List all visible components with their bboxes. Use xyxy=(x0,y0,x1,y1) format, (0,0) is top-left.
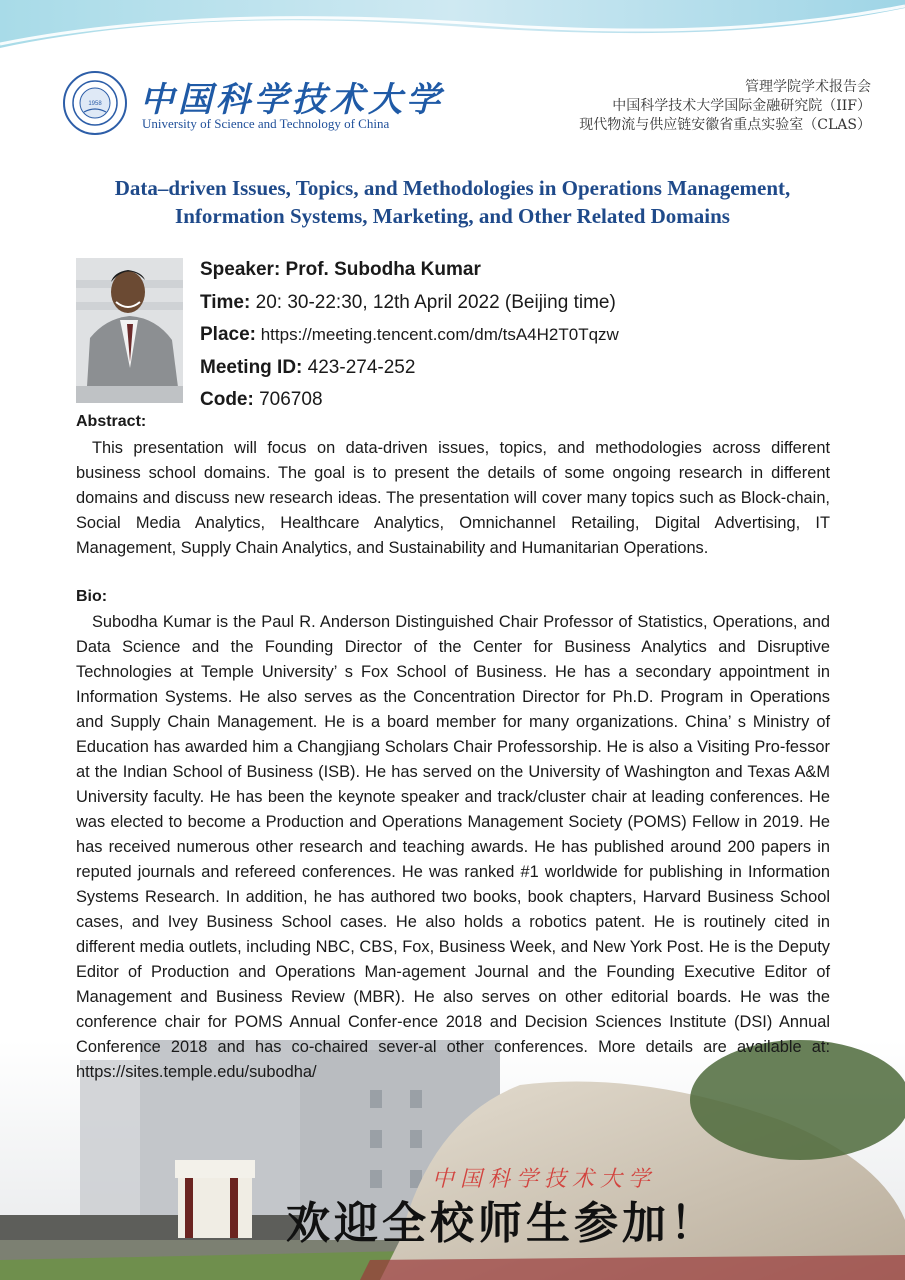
university-seal-icon xyxy=(62,70,128,136)
organizer-line: 中国科学技术大学国际金融研究院（IIF） xyxy=(612,98,871,114)
speaker-photo xyxy=(76,258,183,403)
code-row xyxy=(200,384,619,417)
bio-text: Subodha Kumar is the Paul R. Anderson Distinguished Chair Professor of Statistics, Operations, and Data Science and the Founding Director of the Center for Business Analytics and Disruptive Technologies at Temple University’ s Fox School of Business. He has a secondary appointment in Information Systems. He also serves as the Concentration Director for Ph.D. Program in Operations and Supply Chain Management. He is a board member for many organizations. China’ s Ministry of Education has awarded him a Changjiang Scholars Chair Professorship. He is also a Visiting Pro-fessor at the Indian School of Business (ISB). He has served on the University of Washington and Texas A&M University faculty. He has been the keynote speaker and track/cluster chair at leading conferences. He was elected to become a Production and Operations Management Society (POMS) Fellow in 2019. He has received numerous other research and teaching awards. He has published around 200 papers in reputed journals and refereed conferences. He was ranked #1 worldwide for publishing in Information Systems Research. In addition, he has authored two books, book chapters, Harvard Business School cases, and Ivey Business School cases. He also holds a robotics patent. He is routinely cited in different media outlets, including NBC, CBS, Fox, Business Week, and New York Post. He is the Deputy Editor of Production and Operations Man-agement Journal and the Founding Executive Editor of Management and Business Review (MBR). He also serves on other editorial boards. He was the conference chair for POMS Annual Confer-ence 2018 and Decision Sciences Institute (DSI) Annual Conference 2018 and has co-chaired sever-al other conferences. More details are available at: https://sites.temple.edu/subodha/ xyxy=(76,613,830,1081)
event-info xyxy=(200,254,619,417)
speaker: Speaker: Prof. Subodha Kumar xyxy=(200,259,481,280)
organizers xyxy=(579,78,871,135)
welcome-banner: 欢迎全校师生参加！ xyxy=(286,1198,718,1249)
meeting-id-row xyxy=(200,352,619,385)
speaker-row xyxy=(200,254,619,287)
title-line-2: Information Systems, Marketing, and Other Related Domains xyxy=(175,204,730,228)
code-label: Code: xyxy=(200,389,254,410)
abstract-heading: Abstract: xyxy=(76,413,147,430)
title-line-1: Data–driven Issues, Topics, and Methodologies in Operations Management, xyxy=(114,176,791,200)
place-row xyxy=(200,319,619,352)
rock-inscription: 中国科学技术大学 xyxy=(432,1167,657,1192)
time-label: Time: xyxy=(200,291,251,313)
university-name-cn: 中国科学技术大学 xyxy=(140,80,444,120)
meeting-id-label: Meeting ID: xyxy=(200,356,303,378)
organizer-line: 现代物流与供应链安徽省重点实验室（CLAS） xyxy=(579,117,871,133)
meeting-id-value: 423-274-252 xyxy=(302,356,416,378)
organizer-line: 管理学院学术报告会 xyxy=(745,79,871,95)
university-name-en: University of Science and Technology of China xyxy=(142,116,390,131)
bio-heading: Bio: xyxy=(76,588,108,605)
place-label: Place: xyxy=(200,324,256,345)
time-value: 20: 30-22:30, 12th April 2022 (Beijing time) xyxy=(250,291,616,313)
time-row xyxy=(200,287,619,320)
svg-text:1958: 1958 xyxy=(88,101,102,107)
top-wave-decoration xyxy=(0,0,905,60)
lecture-title xyxy=(40,174,865,230)
code-value: 706708 xyxy=(253,389,323,410)
meeting-link[interactable]: https://meeting.tencent.com/dm/tsA4H2T0Tqzw xyxy=(255,325,619,344)
abstract-text: This presentation will focus on data-driven issues, topics, and methodologies across different business school domains. The goal is to present the details of some ongoing research in different domains and discuss new research ideas. The presentation will cover many topics such as Block-chain, Social Media Analytics, Healthcare Analytics, Omnichannel Retailing, Digital Advertising, IT Management, Supply Chain Analytics, and Sustainability and Humanitarian Operations. xyxy=(76,439,830,557)
